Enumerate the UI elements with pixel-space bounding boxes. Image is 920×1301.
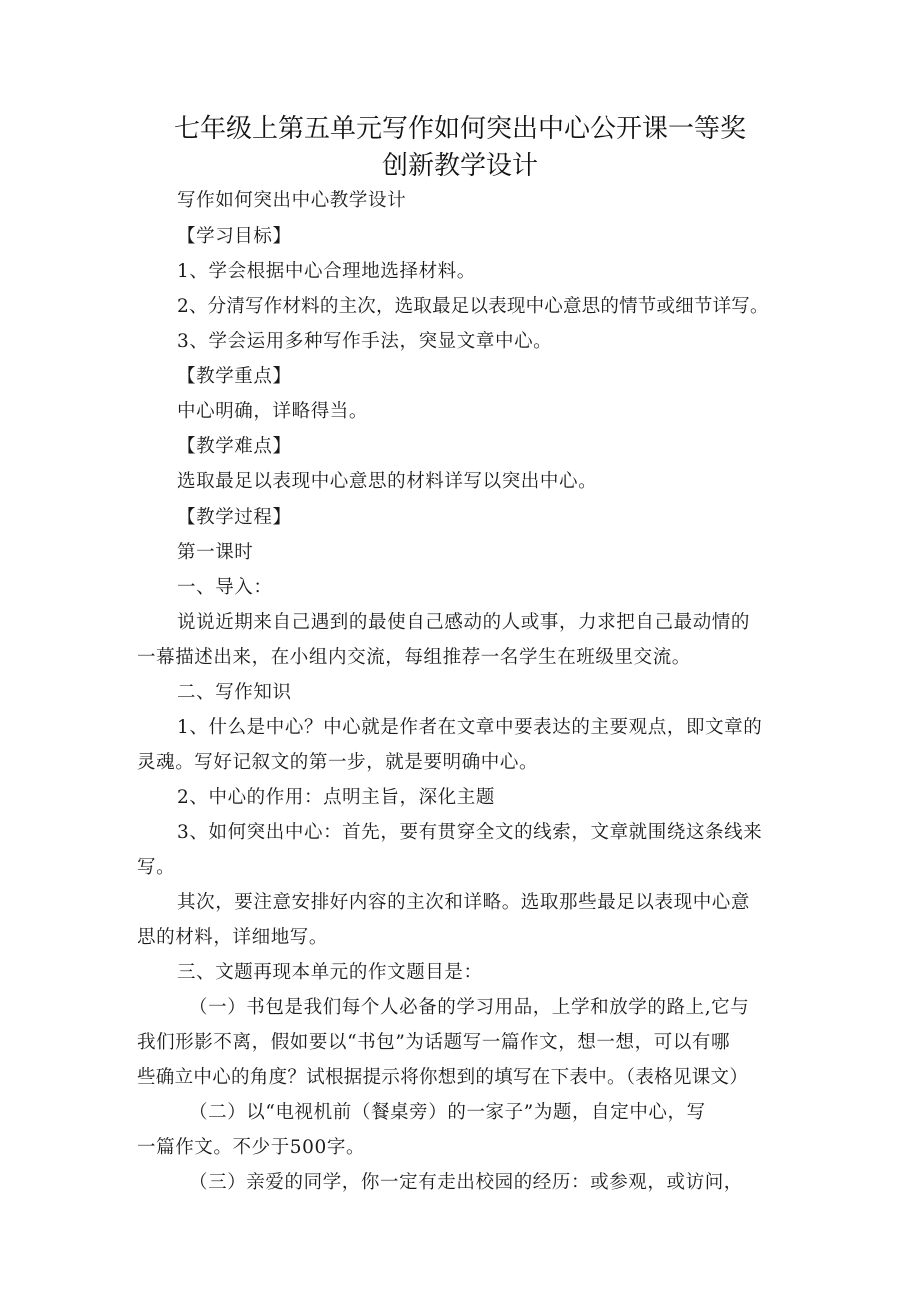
section-heading-objectives: 【学习目标】: [177, 226, 292, 247]
paragraph-line: 二、写作知识: [177, 682, 292, 703]
paragraph-line: 1、什么是中心？中心就是作者在文章中要表达的主要观点，即文章的: [177, 717, 763, 738]
paragraph-line: 2、中心的作用：点明主旨，深化主题: [177, 787, 495, 808]
paragraph-line: （二）以“电视机前（餐桌旁）的一家子”为题，自定中心，写: [189, 1102, 706, 1123]
paragraph-line: 灵魂。写好记叙文的第一步，就是要明确中心。: [137, 752, 539, 773]
paragraph-line: 3、学会运用多种写作手法，突显文章中心。: [177, 331, 553, 352]
paragraph-line: 我们形影不离，假如要以“书包”为话题写一篇作文，想一想，可以有哪: [137, 1032, 731, 1053]
paragraph-line: （三）亲爱的同学，你一定有走出校园的经历：或参观，或访问，: [189, 1172, 743, 1193]
paragraph-line: 写。: [137, 857, 176, 878]
paragraph-line: 3、如何突出中心：首先，要有贯穿全文的线索，文章就围绕这条线来: [177, 822, 763, 843]
subtitle-line: 写作如何突出中心教学设计: [177, 190, 407, 211]
document-title-line-1: 七年级上第五单元写作如何突出中心公开课一等奖: [173, 114, 746, 144]
paragraph-line: 第一课时: [177, 542, 254, 563]
paragraph-line: 三、文题再现本单元的作文题目是：: [177, 962, 483, 983]
paragraph-line: 一、导入：: [177, 577, 273, 598]
section-heading-process: 【教学过程】: [177, 507, 292, 528]
paragraph-line: 2、分清写作材料的主次，选取最足以表现中心意思的情节或细节详写。: [177, 296, 769, 317]
paragraph-line: 一幕描述出来，在小组内交流，每组推荐一名学生在班级里交流。: [137, 647, 691, 668]
paragraph-line: 思的材料，详细地写。: [137, 927, 329, 948]
section-heading-difficulties: 【教学难点】: [177, 436, 292, 457]
paragraph-line: 1、学会根据中心合理地选择材料。: [177, 261, 476, 282]
paragraph-line: 中心明确，详略得当。: [177, 401, 369, 422]
paragraph-line: 一篇作文。不少于500字。: [137, 1137, 366, 1158]
paragraph-line: 些确立中心的角度？试根据提示将你想到的填写在下表中。（表格见课文）: [137, 1067, 749, 1088]
paragraph-line: （一）书包是我们每个人必备的学习用品，上学和放学的路上,它与: [189, 997, 750, 1018]
paragraph-line: 说说近期来自己遇到的最使自己感动的人或事，力求把自己最动情的: [177, 612, 751, 633]
paragraph-line: 其次，要注意安排好内容的主次和详略。选取那些最足以表现中心意: [177, 892, 751, 913]
document-title-line-2: 创新教学设计: [381, 151, 538, 181]
paragraph-line: 选取最足以表现中心意思的材料详写以突出中心。: [177, 471, 598, 492]
section-heading-key-points: 【教学重点】: [177, 366, 292, 387]
